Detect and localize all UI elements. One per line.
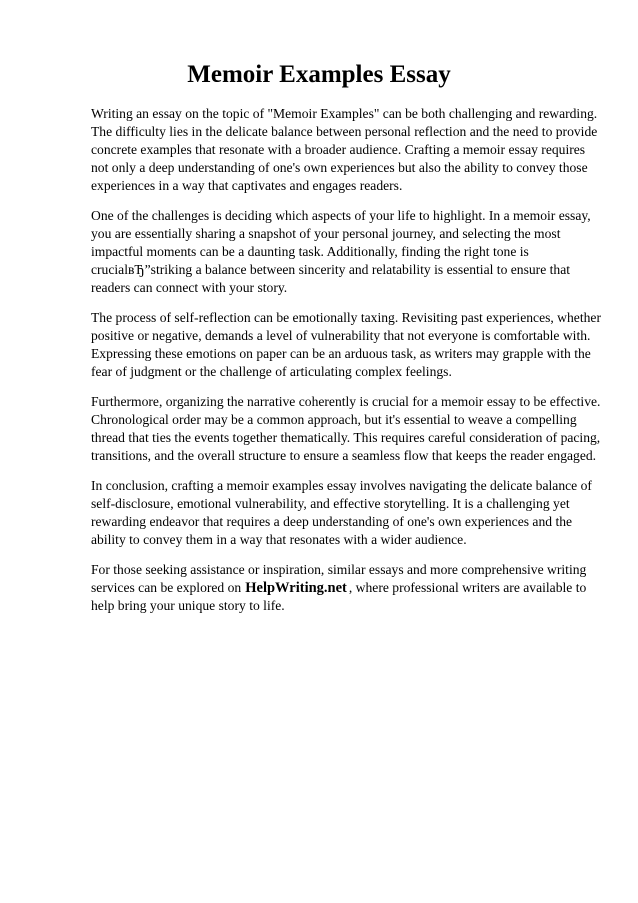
- paragraph-4: Furthermore, organizing the narrative coherently is crucial for a memoir essay to be effective. Chronological order may be a common approach, but it's essential to weave a compelling thread that ties the events together thematically. This requires careful consideration of pacing, transitions, and the overall structure to ensure a seamless flow that keeps the reader engaged.: [91, 394, 601, 463]
- paragraph-3: The process of self-reflection can be emotionally taxing. Revisiting past experiences, whether positive or negative, demands a level of vulnerability that not everyone is comfortable with. Expressing these emotions on paper can be an arduous task, as writers may grapple with the fear of judgment or the challenge of articulating complex feelings.: [91, 310, 601, 379]
- paragraph-1: Writing an essay on the topic of "Memoir Examples" can be both challenging and rewarding. The difficulty lies in the delicate balance between personal reflection and the need to provide concrete examples that resonate with a broader audience. Crafting a memoir essay requires not only a deep understanding of one's own experiences but also the ability to convey those experiences in a way that captivates and engages readers.: [91, 106, 598, 193]
- document-title: Memoir Examples Essay: [187, 61, 451, 88]
- document-body: [91, 105, 603, 627]
- helpwriting-link[interactable]: HelpWriting.net: [245, 580, 347, 596]
- closing-text-before-link: For those seeking assistance or inspiration, similar essays and more comprehensive writing services can be explored on: [91, 562, 587, 595]
- paragraph-2: One of the challenges is deciding which aspects of your life to highlight. In a memoir essay, you are essentially sharing a snapshot of your personal journey, and selecting the most impactful moments can be a daunting task. Additionally, finding the right tone is crucialвЂ”striking a balance between sincerity and relatability is essential to ensure that readers can connect with your story.: [91, 208, 591, 295]
- closing-text-after-link: , where professional writers are available to help bring your unique story to life.: [91, 580, 587, 613]
- closing-paragraph: [91, 561, 603, 615]
- paragraph-5: In conclusion, crafting a memoir examples essay involves navigating the delicate balance of self-disclosure, emotional vulnerability, and effective storytelling. It is a challenging yet rewarding endeavor that requires a deep understanding of one's own experiences and the ability to convey them in a way that resonates with a wider audience.: [91, 478, 592, 547]
